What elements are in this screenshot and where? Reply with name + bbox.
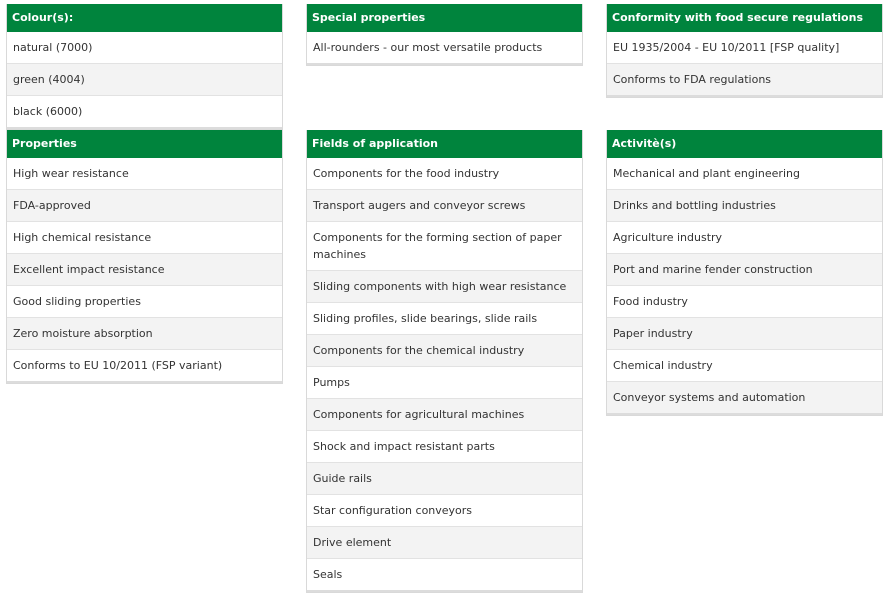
list-item: Transport augers and conveyor screws (307, 190, 582, 222)
list-item: Excellent impact resistance (7, 254, 282, 286)
special-properties-panel (306, 4, 583, 66)
list-item: Conforms to FDA regulations (607, 64, 882, 95)
list-item: Star configuration conveyors (307, 495, 582, 527)
list-item: Paper industry (607, 318, 882, 350)
list-item: Sliding profiles, slide bearings, slide rails (307, 303, 582, 335)
list-item: Components for the forming section of paper machines (307, 222, 582, 271)
list-item: Drinks and bottling industries (607, 190, 882, 222)
activities-list (607, 158, 882, 415)
list-item: Components for the chemical industry (307, 335, 582, 367)
list-item: High wear resistance (7, 158, 282, 190)
list-item: natural (7000) (7, 32, 282, 64)
properties-list (7, 158, 282, 383)
list-item: Drive element (307, 527, 582, 559)
fields-of-application-list (307, 158, 582, 592)
list-item: High chemical resistance (7, 222, 282, 254)
list-item: Good sliding properties (7, 286, 282, 318)
fields-of-application-panel-title: Fields of application (307, 130, 582, 158)
properties-panel (6, 130, 283, 384)
list-item: Sliding components with high wear resistance (307, 271, 582, 303)
list-item: Chemical industry (607, 350, 882, 382)
special-properties-list (307, 32, 582, 65)
list-item: black (6000) (7, 96, 282, 127)
colours-panel (6, 4, 283, 130)
list-item: Zero moisture absorption (7, 318, 282, 350)
list-item: Agriculture industry (607, 222, 882, 254)
list-item: Conveyor systems and automation (607, 382, 882, 413)
list-item: All-rounders - our most versatile products (307, 32, 582, 63)
list-item: Pumps (307, 367, 582, 399)
list-item: Components for agricultural machines (307, 399, 582, 431)
conformity-panel-title: Conformity with food secure regulations (607, 4, 882, 32)
list-item: Shock and impact resistant parts (307, 431, 582, 463)
list-item: Port and marine fender construction (607, 254, 882, 286)
list-item: Seals (307, 559, 582, 590)
list-item: green (4004) (7, 64, 282, 96)
fields-of-application-panel (306, 130, 583, 593)
list-item: Components for the food industry (307, 158, 582, 190)
list-item: Guide rails (307, 463, 582, 495)
conformity-panel (606, 4, 883, 98)
conformity-list (607, 32, 882, 97)
list-item: Mechanical and plant engineering (607, 158, 882, 190)
colours-list (7, 32, 282, 129)
activities-panel-title: Activitè(s) (607, 130, 882, 158)
properties-panel-title: Properties (7, 130, 282, 158)
list-item: Food industry (607, 286, 882, 318)
list-item: EU 1935/2004 - EU 10/2011 [FSP quality] (607, 32, 882, 64)
list-item: FDA-approved (7, 190, 282, 222)
list-item: Conforms to EU 10/2011 (FSP variant) (7, 350, 282, 381)
colours-panel-title: Colour(s): (7, 4, 282, 32)
activities-panel (606, 130, 883, 416)
special-properties-panel-title: Special properties (307, 4, 582, 32)
